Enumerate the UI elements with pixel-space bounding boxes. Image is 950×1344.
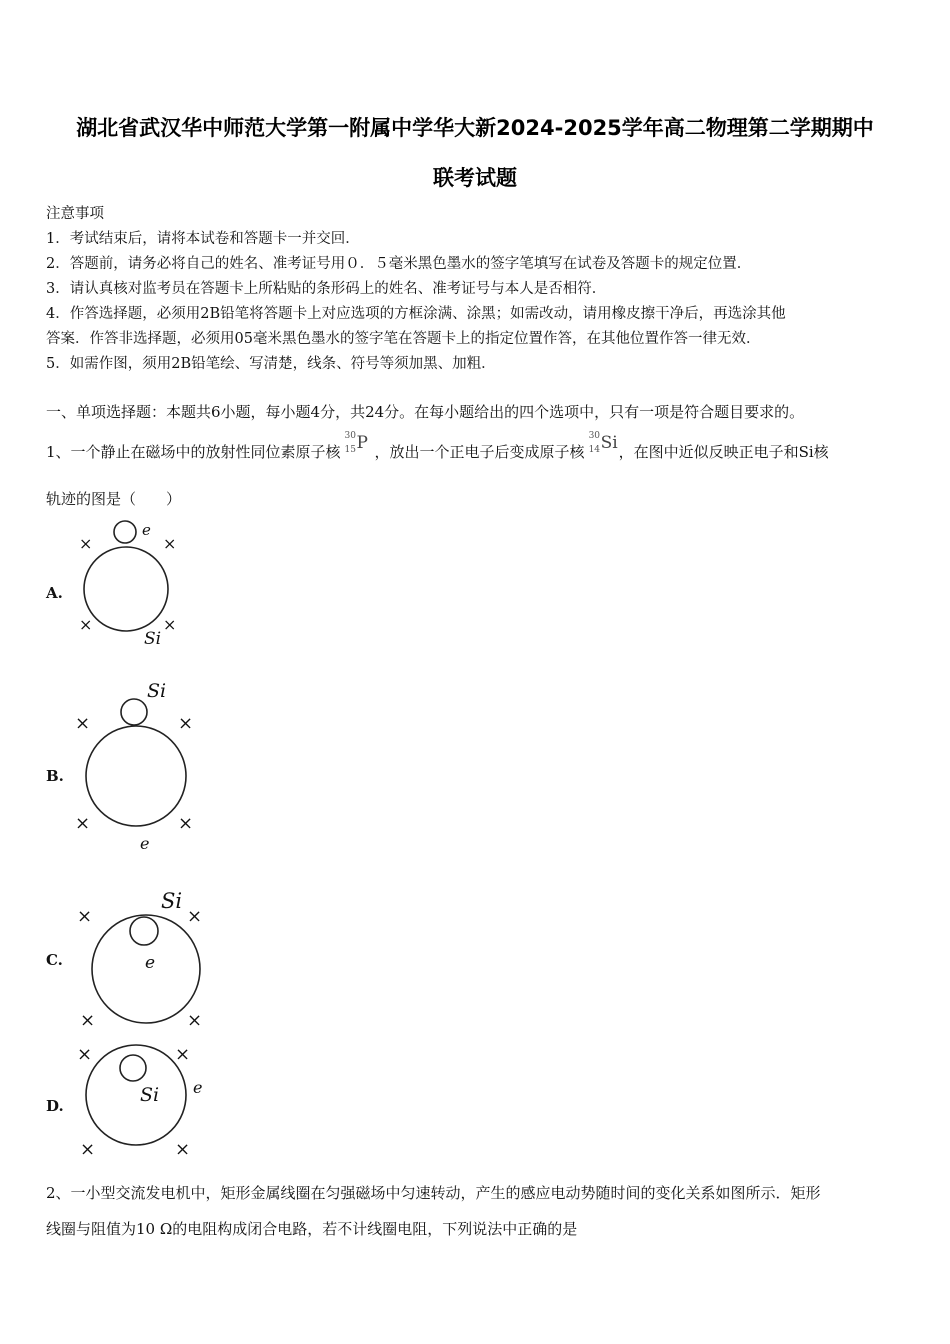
nuclide-p30 [341, 433, 375, 463]
positron-label: e [142, 521, 151, 539]
positron-label: e [193, 1078, 203, 1097]
field-cross: × [79, 615, 93, 634]
notice-item-2: 2．答题前，请务必将自己的姓名、准考证号用０．５毫米黑色墨水的签字笔填写在试卷及答题卡的规定位置． [46, 256, 752, 272]
si-label: Si [140, 1084, 160, 1106]
question-1-stem-cont: 轨迹的图是（ ） [46, 490, 182, 508]
option-c-label[interactable]: C. [46, 951, 63, 969]
field-cross: × [75, 813, 91, 834]
field-cross: × [175, 1139, 191, 1160]
nuclide-p30-symbol: P [356, 433, 368, 453]
field-cross: × [187, 1010, 203, 1031]
option-d-label[interactable]: D. [46, 1097, 64, 1115]
option-c-figure [70, 880, 220, 1035]
exam-title-line-1: 湖北省武汉华中师范大学第一附属中学华大新2024-2025学年高二物理第二学期期中 [76, 116, 874, 140]
nuclide-si30 [585, 433, 619, 463]
positron-track-circle [130, 917, 158, 945]
nuclide-p30-atomic: 15 [344, 445, 356, 455]
si-label: Si [147, 680, 167, 702]
field-cross: × [163, 534, 177, 553]
si-label: Si [161, 889, 183, 913]
field-cross: × [77, 1044, 93, 1065]
nuclide-si30-atomic: 14 [588, 445, 601, 455]
notice-item-3: 3．请认真核对监考员在答题卡上所粘贴的条形码上的姓名、准考证号与本人是否相符． [46, 281, 607, 297]
positron-track-circle [86, 726, 186, 826]
notice-item-1: 1．考试结束后，请将本试卷和答题卡一并交回． [46, 231, 360, 247]
field-cross: × [175, 1044, 191, 1065]
option-b-figure [70, 675, 210, 855]
exam-title-line-2: 联考试题 [433, 166, 517, 190]
option-a-figure [70, 515, 200, 655]
section-1-heading: 一、单项选择题：本题共6小题，每小题4分，共24分。在每小题给出的四个选项中，只有一项是符合题目要求的。 [46, 403, 805, 421]
positron-label: e [140, 834, 150, 853]
field-cross: × [80, 1139, 96, 1160]
si-track-circle [120, 1055, 146, 1081]
notice-heading: 注意事项 [46, 206, 104, 222]
nuclide-p30-mass: 30 [344, 431, 356, 441]
field-cross: × [80, 1010, 96, 1031]
question-2-stem: 2、一小型交流发电机中，矩形金属线圈在匀强磁场中匀速转动，产生的感应电动势随时间的变化关系如图所示．矩形 [46, 1184, 821, 1202]
si-label: Si [144, 629, 162, 649]
field-cross: × [178, 813, 194, 834]
field-cross: × [187, 906, 203, 927]
positron-track-circle [86, 1045, 186, 1145]
field-cross: × [75, 713, 91, 734]
option-a-label[interactable]: A. [46, 584, 63, 602]
option-b-label[interactable]: B. [46, 767, 64, 785]
question-1-text-b: ，放出一个正电子后变成原子核 [374, 443, 585, 461]
si-track-circle [121, 699, 147, 725]
question-2-stem-cont: 线圈与阻值为10 Ω的电阻构成闭合电路，若不计线圈电阻，下列说法中正确的是 [46, 1220, 578, 1238]
question-1-stem [46, 433, 829, 463]
notice-item-4: 4．作答选择题，必须用2B铅笔将答题卡上对应选项的方框涂满、涂黑；如需改动，请用橡皮擦干净后，再选涂其他 [46, 306, 786, 322]
option-d-figure [70, 1040, 220, 1165]
field-cross: × [77, 906, 93, 927]
si-track-circle [84, 547, 168, 631]
nuclide-si30-symbol: Si [600, 433, 618, 453]
notice-item-5: 5．如需作图，须用2B铅笔绘、写清楚，线条、符号等须加黑、加粗． [46, 356, 496, 372]
field-cross: × [163, 615, 177, 634]
field-cross: × [178, 713, 194, 734]
positron-track-circle [114, 521, 136, 543]
nuclide-si30-mass: 30 [588, 431, 601, 441]
question-1-text-a: 1、一个静止在磁场中的放射性同位素原子核 [46, 443, 341, 461]
positron-label: e [145, 953, 156, 973]
field-cross: × [79, 534, 93, 553]
notice-item-4-cont: 答案．作答非选择题，必须用05毫米黑色墨水的签字笔在答题卡上的指定位置作答，在其他位置作答一律无效． [46, 331, 761, 347]
question-1-text-c: ，在图中近似反映正电子和Si核 [618, 443, 829, 461]
